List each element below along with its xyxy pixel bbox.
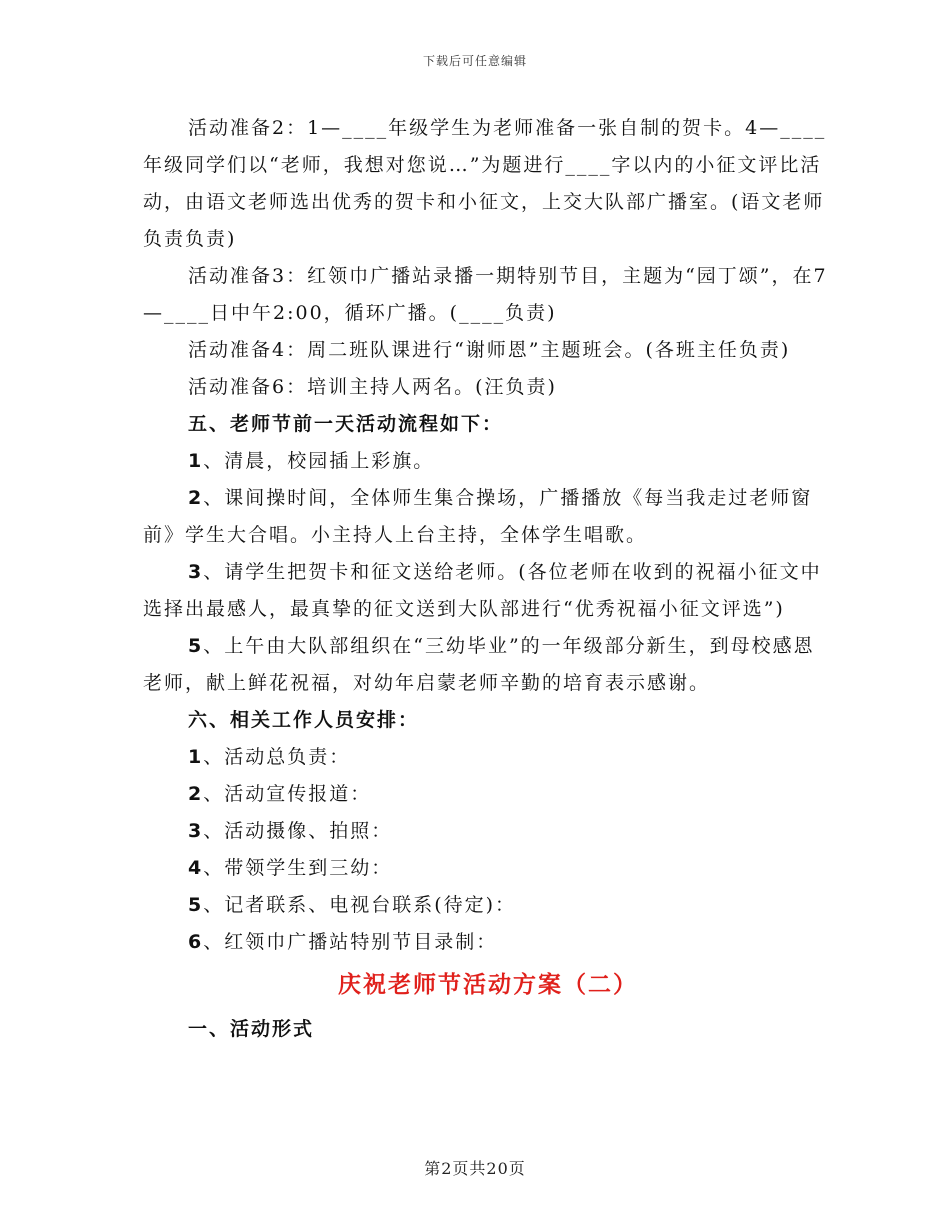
section-6-item-3 — [143, 813, 833, 850]
item-number: 6 — [188, 931, 204, 953]
item-number: 2 — [188, 783, 204, 805]
prep-paragraph-6: 活动准备6：培训主持人两名。(汪负责) — [188, 376, 557, 398]
item-text: 、红领巾广播站特别节目录制： — [203, 931, 498, 953]
section-6-item-5 — [143, 887, 833, 924]
section-6-item-6 — [143, 924, 833, 961]
section-5-item-1 — [143, 443, 833, 480]
item-text: 、活动摄像、拍照： — [203, 820, 393, 842]
item-text: 、活动总负责： — [203, 746, 351, 768]
prep-paragraph-4: 活动准备4：周二班队课进行“谢师恩”主题班会。(各班主任负责) — [188, 339, 791, 361]
section-5-item-5 — [143, 628, 833, 702]
section-5-heading: 五、老师节前一天活动流程如下： — [188, 413, 504, 435]
item-number: 4 — [188, 857, 204, 879]
item-text: 、上午由大队部组织在“三幼毕业”的一年级部分新生，到母校感恩老师，献上鲜花祝福，对幼年启蒙老师辛勤的培育表示感谢。 — [143, 635, 815, 694]
item-text: 、带领学生到三幼： — [203, 857, 393, 879]
item-text: 、清晨，校园插上彩旗。 — [203, 450, 435, 472]
item-text: 、活动宣传报道： — [203, 783, 372, 805]
document-body — [143, 110, 833, 1048]
part-2-heading-1: 一、活动形式 — [188, 1018, 315, 1040]
item-number: 2 — [188, 487, 204, 509]
item-number: 5 — [188, 894, 204, 916]
page-number-footer: 第2页共20页 — [424, 1159, 526, 1178]
header-note: 下载后可任意编辑 — [422, 54, 527, 68]
section-6-item-1 — [143, 739, 833, 776]
item-text: 、记者联系、电视台联系(待定)： — [203, 894, 517, 916]
section-5-item-3 — [143, 554, 833, 628]
prep-paragraph-2: 活动准备2：1—____年级学生为老师准备一张自制的贺卡。4—____年级同学们以“老师，我想对您说…”为题进行____字以内的小征文评比活动，由语文老师选出优秀的贺卡和小征文，上交大队部广播室。(语文老师负责负责) — [143, 117, 827, 250]
section-6-item-4 — [143, 850, 833, 887]
item-number: 1 — [188, 450, 204, 472]
part-2-title: 庆祝老师节活动方案（二） — [338, 972, 638, 998]
item-number: 3 — [188, 820, 204, 842]
section-5-item-2 — [143, 480, 833, 554]
section-6-heading: 六、相关工作人员安排： — [188, 709, 420, 731]
item-text: 、请学生把贺卡和征文送给老师。(各位老师在收到的祝福小征文中选择出最感人，最真挚的征文送到大队部进行“优秀祝福小征文评选”) — [143, 561, 822, 620]
section-6-item-2 — [143, 776, 833, 813]
item-text: 、课间操时间，全体师生集合操场，广播播放《每当我走过老师窗前》学生大合唱。小主持人上台主持，全体学生唱歌。 — [143, 487, 813, 546]
item-number: 1 — [188, 746, 204, 768]
item-number: 3 — [188, 561, 204, 583]
item-number: 5 — [188, 635, 204, 657]
prep-paragraph-3: 活动准备3：红领巾广播站录播一期特别节目，主题为“园丁颂”，在7—____日中午2:00，循环广播。(____负责) — [143, 265, 828, 324]
